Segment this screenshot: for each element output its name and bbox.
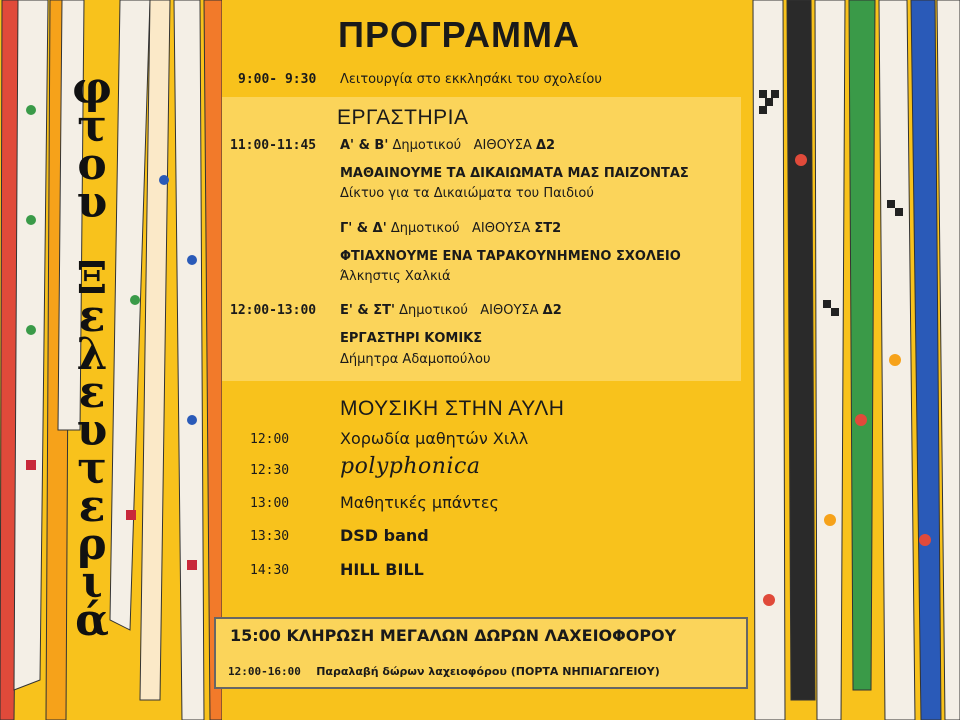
music-time: 12:30 (250, 463, 290, 478)
workshop-room: ΑΙΘΟΥΣΑ (471, 221, 531, 236)
side-title-letter: ά (75, 595, 109, 646)
raffle-note: Παραλαβή δώρων λαχειοφόρου (ΠΟΡΤΑ ΝΗΠΙΑΓΩΓΕΙΟΥ) (316, 665, 660, 678)
workshop-time: 11:00-11:45 (230, 138, 317, 153)
workshops-heading: ΕΡΓΑΣΤΗΡΙΑ (337, 106, 469, 129)
music-act: Χορωδία μαθητών Χιλλ (340, 429, 529, 448)
side-title-letter: υ (76, 405, 108, 456)
raffle-heading: 15:00 ΚΛΗΡΩΣΗ ΜΕΓΑΛΩΝ ΔΩΡΩΝ ΛΑΧΕΙΟΦΟΡΟΥ (230, 626, 677, 645)
raffle-panel (214, 617, 748, 689)
workshop-room-code: ΣΤ2 (534, 221, 562, 236)
side-title-letter: ρ (77, 519, 107, 570)
side-title-letter: λ (76, 329, 108, 380)
music-act: polyphonica (340, 454, 481, 479)
opening-text: Λειτουργία στο εκκλησάκι του σχολείου (340, 72, 602, 87)
side-title-letter: τ (77, 101, 107, 152)
side-title-letter: ε (78, 367, 106, 418)
music-time: 13:30 (250, 529, 290, 544)
side-title-letter: ε (78, 291, 106, 342)
side-title-letter: τ (77, 443, 107, 494)
music-heading: ΜΟΥΣΙΚΗ ΣΤΗΝ ΑΥΛΗ (340, 397, 565, 420)
workshop-class-line (340, 221, 561, 236)
side-vertical-title (62, 63, 122, 650)
workshop-class-line (340, 138, 555, 153)
raffle-time: 12:00-16:00 (228, 665, 301, 678)
side-title-letter: ι (81, 557, 103, 608)
workshop-time: 12:00-13:00 (230, 303, 317, 318)
workshop-room: ΑΙΘΟΥΣΑ (480, 303, 539, 318)
workshop-level: Δημοτικού (399, 303, 468, 318)
side-title-letter: ε (78, 481, 106, 532)
opening-time: 9:00- 9:30 (238, 72, 317, 87)
workshop-title: ΦΤΙΑΧΝΟΥΜΕ ΕΝΑ ΤΑΡΑΚΟΥΝΗΜΕΝΟ ΣΧΟΛΕΙΟ (340, 249, 681, 264)
music-time: 14:30 (250, 563, 290, 578)
workshop-room-code: Δ2 (536, 138, 556, 153)
workshop-room-code: Δ2 (542, 303, 562, 318)
side-title-letter: υ (76, 177, 108, 228)
workshop-classes: Α' & Β' (340, 138, 389, 153)
workshop-classes: Γ' & Δ' (340, 221, 387, 236)
page-title: ΠΡΟΓΡΑΜΜΑ (338, 14, 580, 55)
workshop-title: ΕΡΓΑΣΤΗΡΙ ΚΟΜΙΚΣ (340, 331, 483, 346)
raffle-note-line (228, 665, 660, 678)
side-title-letter: ο (77, 139, 107, 190)
workshop-class-line (340, 303, 562, 318)
side-title-letter: Ξ (76, 253, 108, 304)
workshop-host: Δήμητρα Αδαμοπούλου (340, 352, 491, 367)
music-act: DSD band (340, 526, 429, 545)
side-title-letter: φ (72, 63, 112, 114)
music-time: 13:00 (250, 496, 290, 511)
right-ribbons-artwork (745, 0, 960, 720)
workshop-level: Δημοτικού (390, 221, 460, 236)
workshop-level: Δημοτικού (392, 138, 462, 153)
workshop-classes: Ε' & ΣΤ' (340, 303, 395, 318)
music-time: 12:00 (250, 432, 290, 447)
workshop-host: Δίκτυο για τα Δικαιώματα του Παιδιού (340, 186, 594, 201)
music-act: HILL BILL (340, 560, 424, 579)
workshop-host: Άλκηστις Χαλκιά (340, 269, 451, 284)
workshop-title: ΜΑΘΑΙΝΟΥΜΕ ΤΑ ΔΙΚΑΙΩΜΑΤΑ ΜΑΣ ΠΑΙΖΟΝΤΑΣ (340, 166, 689, 181)
workshop-room: ΑΙΘΟΥΣΑ (473, 138, 532, 153)
music-act: Μαθητικές μπάντες (340, 493, 499, 512)
